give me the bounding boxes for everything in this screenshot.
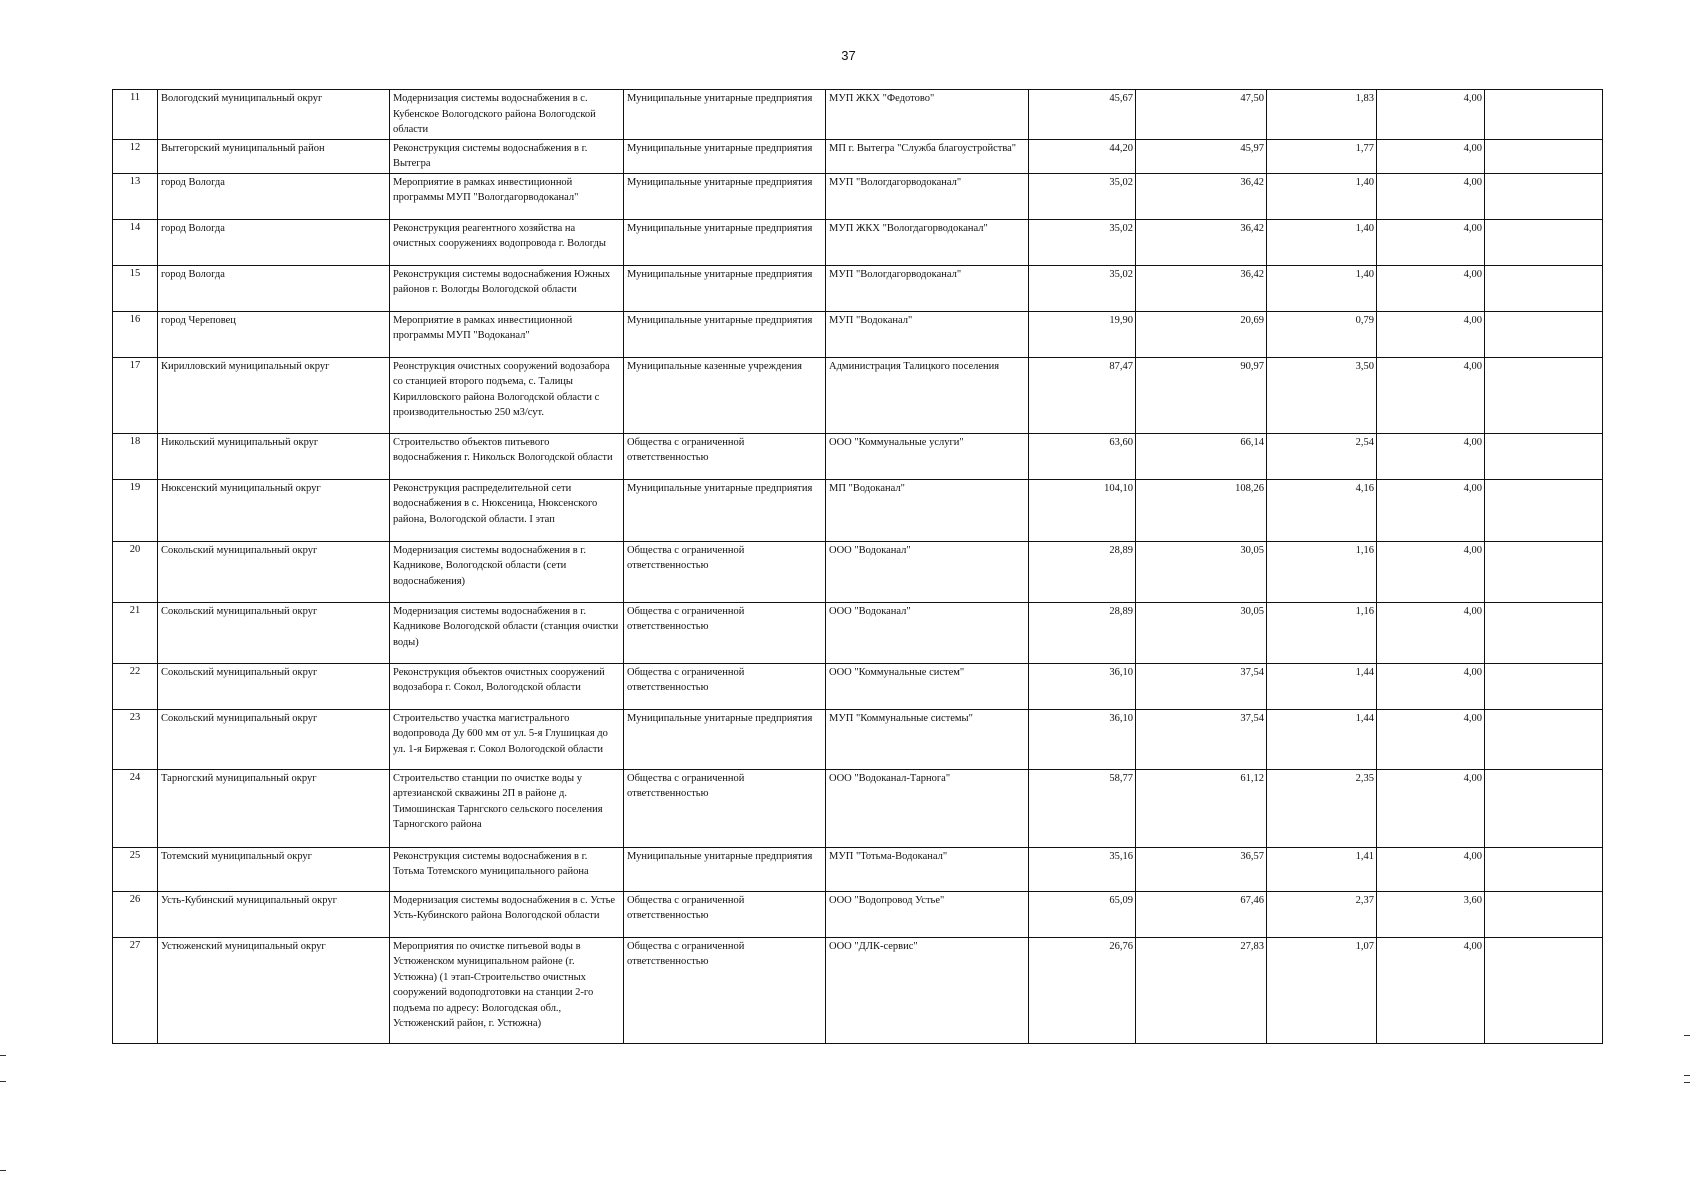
municipality-cell: Вологодский муниципальный округ [158, 90, 390, 140]
project-cell: Реконструкция реагентного хозяйства на очистных сооружениях водопровода г. Вологды [390, 219, 624, 265]
org-type-cell: Муниципальные унитарные предприятия [624, 173, 826, 219]
municipality-cell: Сокольский муниципальный округ [158, 541, 390, 602]
org-name-cell: МУП "Тотьма-Водоканал" [826, 847, 1029, 891]
org-name-cell: МУП ЖКХ "Федотово" [826, 90, 1029, 140]
value-3-cell: 4,16 [1267, 479, 1377, 541]
margin-mark [0, 1170, 6, 1171]
org-name-cell: ООО "Водоканал" [826, 602, 1029, 663]
row-number: 13 [113, 173, 158, 219]
project-cell: Мероприятие в рамках инвестиционной программы МУП "Вологдагорводоканал" [390, 173, 624, 219]
table-row [113, 769, 1603, 847]
project-cell: Реконструкция системы водоснабжения Южных районов г. Вологды Вологодской области [390, 265, 624, 311]
empty-cell [1485, 847, 1603, 891]
org-type-cell: Общества с ограниченной ответственностью [624, 433, 826, 479]
project-cell: Модернизация системы водоснабжения в г. Кадникове, Вологодской области (сети водоснабжения) [390, 541, 624, 602]
value-2-cell: 30,05 [1136, 541, 1267, 602]
org-name-cell: МУП "Вологдагорводоканал" [826, 173, 1029, 219]
project-cell: Реконструкция объектов очистных сооружений водозабора г. Сокол, Вологодской области [390, 663, 624, 709]
value-4-cell: 4,00 [1377, 709, 1485, 769]
municipality-cell: Вытегорский муниципальный район [158, 139, 390, 173]
value-4-cell: 4,00 [1377, 357, 1485, 433]
value-1-cell: 87,47 [1029, 357, 1136, 433]
empty-cell [1485, 663, 1603, 709]
value-4-cell: 3,60 [1377, 891, 1485, 937]
org-type-cell: Общества с ограниченной ответственностью [624, 541, 826, 602]
org-type-cell: Муниципальные унитарные предприятия [624, 479, 826, 541]
org-type-cell: Общества с ограниченной ответственностью [624, 602, 826, 663]
projects-table [112, 89, 1603, 1044]
value-1-cell: 35,02 [1029, 173, 1136, 219]
project-cell: Строительство участка магистрального водопровода Ду 600 мм от ул. 5-я Глушицкая до ул. 1-я Биржевая г. Сокол Вологодской области [390, 709, 624, 769]
project-cell: Модернизация системы водоснабжения в с. Устье Усть-Кубинского района Вологодской области [390, 891, 624, 937]
value-3-cell: 1,77 [1267, 139, 1377, 173]
table-row [113, 173, 1603, 219]
value-4-cell: 4,00 [1377, 433, 1485, 479]
value-2-cell: 30,05 [1136, 602, 1267, 663]
value-4-cell: 4,00 [1377, 219, 1485, 265]
value-2-cell: 66,14 [1136, 433, 1267, 479]
org-name-cell: МУП "Вологдагорводоканал" [826, 265, 1029, 311]
empty-cell [1485, 709, 1603, 769]
org-type-cell: Муниципальные унитарные предприятия [624, 265, 826, 311]
row-number: 20 [113, 541, 158, 602]
value-3-cell: 1,83 [1267, 90, 1377, 140]
org-type-cell: Муниципальные казенные учреждения [624, 357, 826, 433]
empty-cell [1485, 90, 1603, 140]
municipality-cell: Сокольский муниципальный округ [158, 602, 390, 663]
value-2-cell: 47,50 [1136, 90, 1267, 140]
org-name-cell: ООО "Коммунальные систем" [826, 663, 1029, 709]
org-type-cell: Общества с ограниченной ответственностью [624, 663, 826, 709]
municipality-cell: город Вологда [158, 173, 390, 219]
value-2-cell: 37,54 [1136, 709, 1267, 769]
value-2-cell: 67,46 [1136, 891, 1267, 937]
empty-cell [1485, 602, 1603, 663]
value-3-cell: 2,35 [1267, 769, 1377, 847]
value-3-cell: 1,44 [1267, 663, 1377, 709]
empty-cell [1485, 433, 1603, 479]
value-3-cell: 2,54 [1267, 433, 1377, 479]
value-3-cell: 2,37 [1267, 891, 1377, 937]
row-number: 27 [113, 937, 158, 1043]
table-row [113, 357, 1603, 433]
row-number: 25 [113, 847, 158, 891]
municipality-cell: город Вологда [158, 265, 390, 311]
margin-mark [1684, 1082, 1690, 1083]
value-1-cell: 65,09 [1029, 891, 1136, 937]
value-1-cell: 26,76 [1029, 937, 1136, 1043]
value-3-cell: 0,79 [1267, 311, 1377, 357]
value-4-cell: 4,00 [1377, 311, 1485, 357]
value-3-cell: 1,16 [1267, 541, 1377, 602]
value-4-cell: 4,00 [1377, 139, 1485, 173]
value-2-cell: 36,42 [1136, 265, 1267, 311]
table-row [113, 139, 1603, 173]
project-cell: Строительство станции по очистке воды у артезианской скважины 2П в районе д. Тимошинская Тарнгского сельского поселения Тарногского района [390, 769, 624, 847]
value-3-cell: 1,44 [1267, 709, 1377, 769]
table-row [113, 479, 1603, 541]
value-4-cell: 4,00 [1377, 847, 1485, 891]
org-name-cell: МП г. Вытегра "Служба благоустройства" [826, 139, 1029, 173]
empty-cell [1485, 479, 1603, 541]
org-name-cell: ООО "Водоканал" [826, 541, 1029, 602]
org-name-cell: МУП "Коммунальные системы" [826, 709, 1029, 769]
row-number: 19 [113, 479, 158, 541]
municipality-cell: Тотемский муниципальный округ [158, 847, 390, 891]
value-2-cell: 61,12 [1136, 769, 1267, 847]
value-3-cell: 1,40 [1267, 265, 1377, 311]
municipality-cell: Устюженский муниципальный округ [158, 937, 390, 1043]
project-cell: Мероприятие в рамках инвестиционной программы МУП "Водоканал" [390, 311, 624, 357]
org-type-cell: Общества с ограниченной ответственностью [624, 891, 826, 937]
org-type-cell: Муниципальные унитарные предприятия [624, 219, 826, 265]
project-cell: Реконструкция системы водоснабжения в г. Вытегра [390, 139, 624, 173]
org-name-cell: МУП ЖКХ "Вологдагорводоканал" [826, 219, 1029, 265]
value-4-cell: 4,00 [1377, 937, 1485, 1043]
value-2-cell: 90,97 [1136, 357, 1267, 433]
row-number: 24 [113, 769, 158, 847]
value-2-cell: 108,26 [1136, 479, 1267, 541]
project-cell: Реконструкция распределительной сети водоснабжения в с. Нюксеница, Нюксенского района, Вологодской области. I этап [390, 479, 624, 541]
value-4-cell: 4,00 [1377, 173, 1485, 219]
value-4-cell: 4,00 [1377, 663, 1485, 709]
municipality-cell: Нюксенский муниципальный округ [158, 479, 390, 541]
row-number: 16 [113, 311, 158, 357]
empty-cell [1485, 769, 1603, 847]
table-row [113, 602, 1603, 663]
project-cell: Реконструкция системы водоснабжения в г. Тотьма Тотемского муниципального района [390, 847, 624, 891]
value-2-cell: 36,57 [1136, 847, 1267, 891]
org-type-cell: Муниципальные унитарные предприятия [624, 709, 826, 769]
org-type-cell: Общества с ограниченной ответственностью [624, 769, 826, 847]
value-1-cell: 35,16 [1029, 847, 1136, 891]
table-row [113, 937, 1603, 1043]
empty-cell [1485, 891, 1603, 937]
value-1-cell: 44,20 [1029, 139, 1136, 173]
value-3-cell: 1,41 [1267, 847, 1377, 891]
margin-mark [0, 1055, 6, 1056]
municipality-cell: Усть-Кубинский муниципальный округ [158, 891, 390, 937]
table-row [113, 219, 1603, 265]
org-name-cell: Администрация Талицкого поселения [826, 357, 1029, 433]
table-row [113, 847, 1603, 891]
value-1-cell: 19,90 [1029, 311, 1136, 357]
org-name-cell: ООО "ДЛК-сервис" [826, 937, 1029, 1043]
row-number: 18 [113, 433, 158, 479]
value-1-cell: 35,02 [1029, 219, 1136, 265]
table-row [113, 541, 1603, 602]
value-3-cell: 1,40 [1267, 219, 1377, 265]
row-number: 21 [113, 602, 158, 663]
value-4-cell: 4,00 [1377, 90, 1485, 140]
value-3-cell: 1,07 [1267, 937, 1377, 1043]
municipality-cell: Тарногский муниципальный округ [158, 769, 390, 847]
value-1-cell: 45,67 [1029, 90, 1136, 140]
value-2-cell: 37,54 [1136, 663, 1267, 709]
row-number: 15 [113, 265, 158, 311]
empty-cell [1485, 357, 1603, 433]
margin-mark [1684, 1035, 1690, 1036]
municipality-cell: город Вологда [158, 219, 390, 265]
value-2-cell: 36,42 [1136, 219, 1267, 265]
municipality-cell: Никольский муниципальный округ [158, 433, 390, 479]
value-2-cell: 36,42 [1136, 173, 1267, 219]
municipality-cell: Сокольский муниципальный округ [158, 709, 390, 769]
value-3-cell: 3,50 [1267, 357, 1377, 433]
row-number: 14 [113, 219, 158, 265]
org-name-cell: МУП "Водоканал" [826, 311, 1029, 357]
margin-mark [0, 1081, 6, 1082]
value-2-cell: 20,69 [1136, 311, 1267, 357]
value-1-cell: 36,10 [1029, 709, 1136, 769]
table-row [113, 891, 1603, 937]
empty-cell [1485, 219, 1603, 265]
row-number: 12 [113, 139, 158, 173]
value-2-cell: 45,97 [1136, 139, 1267, 173]
table-body [113, 90, 1603, 1044]
value-4-cell: 4,00 [1377, 541, 1485, 602]
value-4-cell: 4,00 [1377, 769, 1485, 847]
municipality-cell: Кирилловский муниципальный округ [158, 357, 390, 433]
empty-cell [1485, 311, 1603, 357]
project-cell: Строительство объектов питьевого водоснабжения г. Никольск Вологодской области [390, 433, 624, 479]
municipality-cell: город Череповец [158, 311, 390, 357]
value-1-cell: 63,60 [1029, 433, 1136, 479]
municipality-cell: Сокольский муниципальный округ [158, 663, 390, 709]
margin-mark [1684, 1075, 1690, 1076]
empty-cell [1485, 541, 1603, 602]
value-1-cell: 35,02 [1029, 265, 1136, 311]
empty-cell [1485, 139, 1603, 173]
value-1-cell: 58,77 [1029, 769, 1136, 847]
table-row [113, 709, 1603, 769]
org-type-cell: Общества с ограниченной ответственностью [624, 937, 826, 1043]
org-name-cell: ООО "Водоканал-Тарнога" [826, 769, 1029, 847]
value-1-cell: 104,10 [1029, 479, 1136, 541]
project-cell: Модернизация системы водоснабжения в г. Кадникове Вологодской области (станция очистки воды) [390, 602, 624, 663]
value-4-cell: 4,00 [1377, 479, 1485, 541]
project-cell: Мероприятия по очистке питьевой воды в Устюженском муниципальном районе (г. Устюжна) (1 этап-Строительство очистных сооружений водоподготовки на станции 2-го подъема по адресу: Вологодская обл., Устюженский район, г. Устюжна) [390, 937, 624, 1043]
table-row [113, 663, 1603, 709]
value-1-cell: 36,10 [1029, 663, 1136, 709]
value-2-cell: 27,83 [1136, 937, 1267, 1043]
table-row [113, 265, 1603, 311]
project-cell: Реонструкция очистных сооружений водозабора со станцией второго подъема, с. Талицы Кирилловского района Вологодской области с производительностью 250 м3/сут. [390, 357, 624, 433]
value-4-cell: 4,00 [1377, 602, 1485, 663]
org-type-cell: Муниципальные унитарные предприятия [624, 311, 826, 357]
value-1-cell: 28,89 [1029, 602, 1136, 663]
row-number: 11 [113, 90, 158, 140]
empty-cell [1485, 937, 1603, 1043]
row-number: 22 [113, 663, 158, 709]
org-name-cell: ООО "Водопровод Устье" [826, 891, 1029, 937]
empty-cell [1485, 173, 1603, 219]
org-name-cell: МП "Водоканал" [826, 479, 1029, 541]
table-row [113, 311, 1603, 357]
row-number: 26 [113, 891, 158, 937]
row-number: 23 [113, 709, 158, 769]
value-3-cell: 1,16 [1267, 602, 1377, 663]
org-type-cell: Муниципальные унитарные предприятия [624, 139, 826, 173]
page-number: 37 [841, 48, 856, 63]
table-row [113, 433, 1603, 479]
value-4-cell: 4,00 [1377, 265, 1485, 311]
value-3-cell: 1,40 [1267, 173, 1377, 219]
table-row [113, 90, 1603, 140]
project-cell: Модернизация системы водоснабжения в с. Кубенское Вологодского района Вологодской области [390, 90, 624, 140]
row-number: 17 [113, 357, 158, 433]
org-type-cell: Муниципальные унитарные предприятия [624, 847, 826, 891]
empty-cell [1485, 265, 1603, 311]
value-1-cell: 28,89 [1029, 541, 1136, 602]
org-type-cell: Муниципальные унитарные предприятия [624, 90, 826, 140]
org-name-cell: ООО "Коммунальные услуги" [826, 433, 1029, 479]
